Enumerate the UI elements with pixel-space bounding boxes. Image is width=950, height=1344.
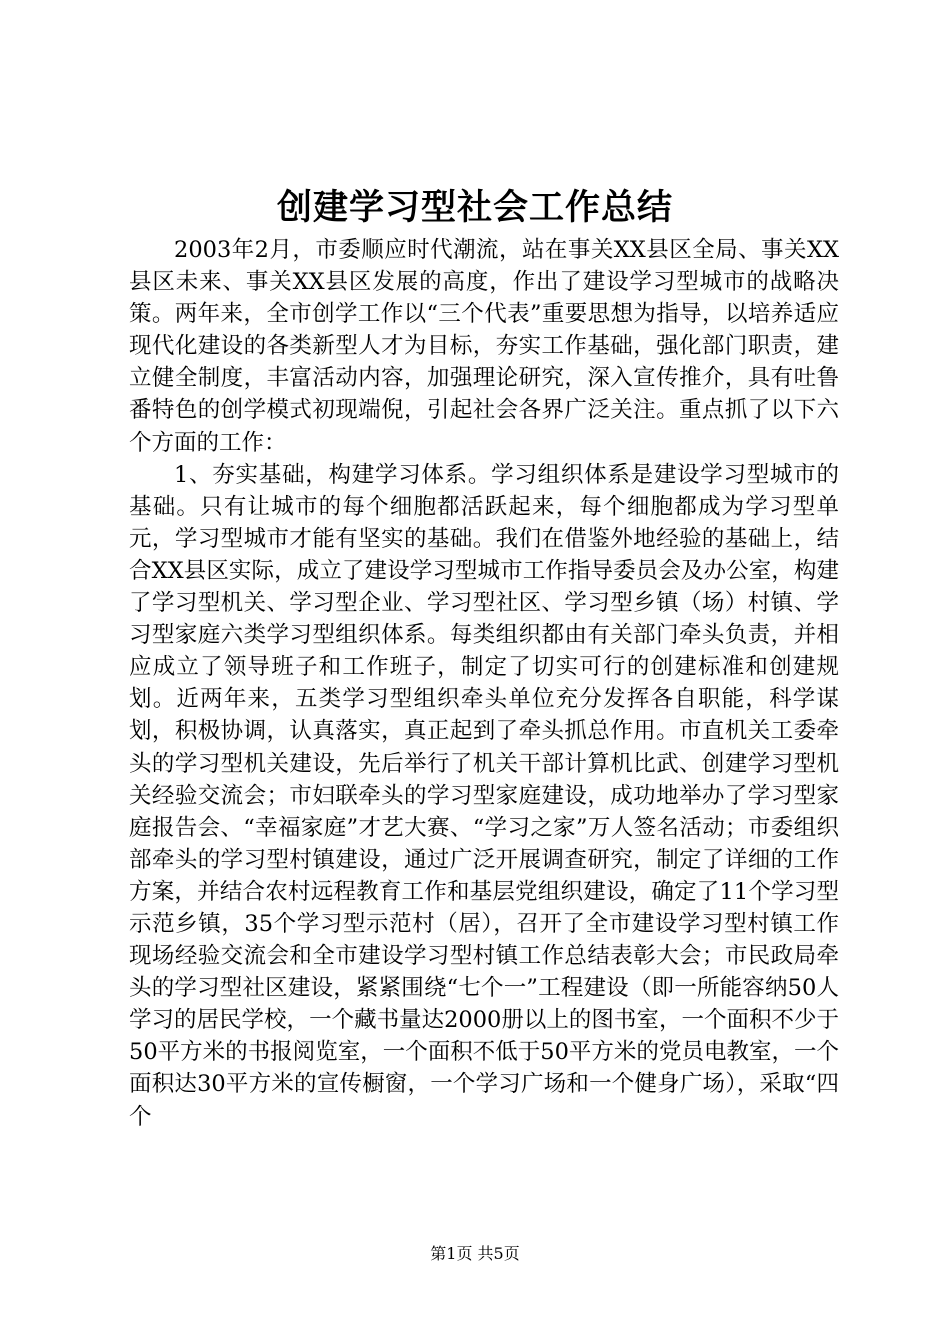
paragraph-section-1: 1、夯实基础，构建学习体系。学习组织体系是建设学习型城市的基础。只有让城市的每个细胞都活跃起来，每个细胞都成为学习型单元，学习型城市才能有坚实的基础。我们在借鉴外地经验的基础上，结合XX县区实际，成立了建设学习型城市工作指导委员会及办公室，构建了学习型机关、学习型企业、学习型社区、学习型乡镇（场）村镇、学习型家庭六类学习型组织体系。每类组织都由有关部门牵头负责，并相应成立了领导班子和工作班子，制定了切实可行的创建标准和创建规划。近两年来，五类学习型组织牵头单位充分发挥各自职能，科学谋划，积极协调，认真落实，真正起到了牵头抓总作用。市直机关工委牵头的学习型机关建设，先后举行了机关干部计算机比武、创建学习型机关经验交流会；市妇联牵头的学习型家庭建设，成功地举办了学习型家庭报告会、“幸福家庭”才艺大赛、“学习之家”万人签名活动；市委组织部牵头的学习型村镇建设，通过广泛开展调查研究，制定了详细的工作方案，并结合农村远程教育工作和基层党组织建设，确定了11个学习型示范乡镇，35个学习型示范村（居），召开了全市建设学习型村镇工作现场经验交流会和全市建设学习型村镇工作总结表彰大会；市民政局牵头的学习型社区建设，紧紧围绕“七个一”工程建设（即一所能容纳50人学习的居民学校，一个藏书量达2000册以上的图书室，一个面积不少于50平方米的书报阅览室，一个面积不低于50平方米的党员电教室，一个面积达30平方米的宣传橱窗，一个学习广场和一个健身广场），采取“四个 xyxy=(129,461,839,1130)
document-title: 创建学习型社会工作总结 xyxy=(276,187,673,228)
paragraph-intro: 2003年2月，市委顺应时代潮流，站在事关XX县区全局、事关XX县区未来、事关XX县区发展的高度，作出了建设学习型城市的战略决策。两年来，全市创学工作以“三个代表”重要思想为指导，以培养适应现代化建设的各类新型人才为目标，夯实工作基础，强化部门职责，建立健全制度，丰富活动内容，加强理论研究，深入宣传推介，具有吐鲁番特色的创学模式初现端倪，引起社会各界广泛关注。重点抓了以下六个方面的工作： xyxy=(129,237,839,456)
page-footer: 第1页 共5页 xyxy=(430,1244,520,1263)
document-body xyxy=(129,234,839,1133)
